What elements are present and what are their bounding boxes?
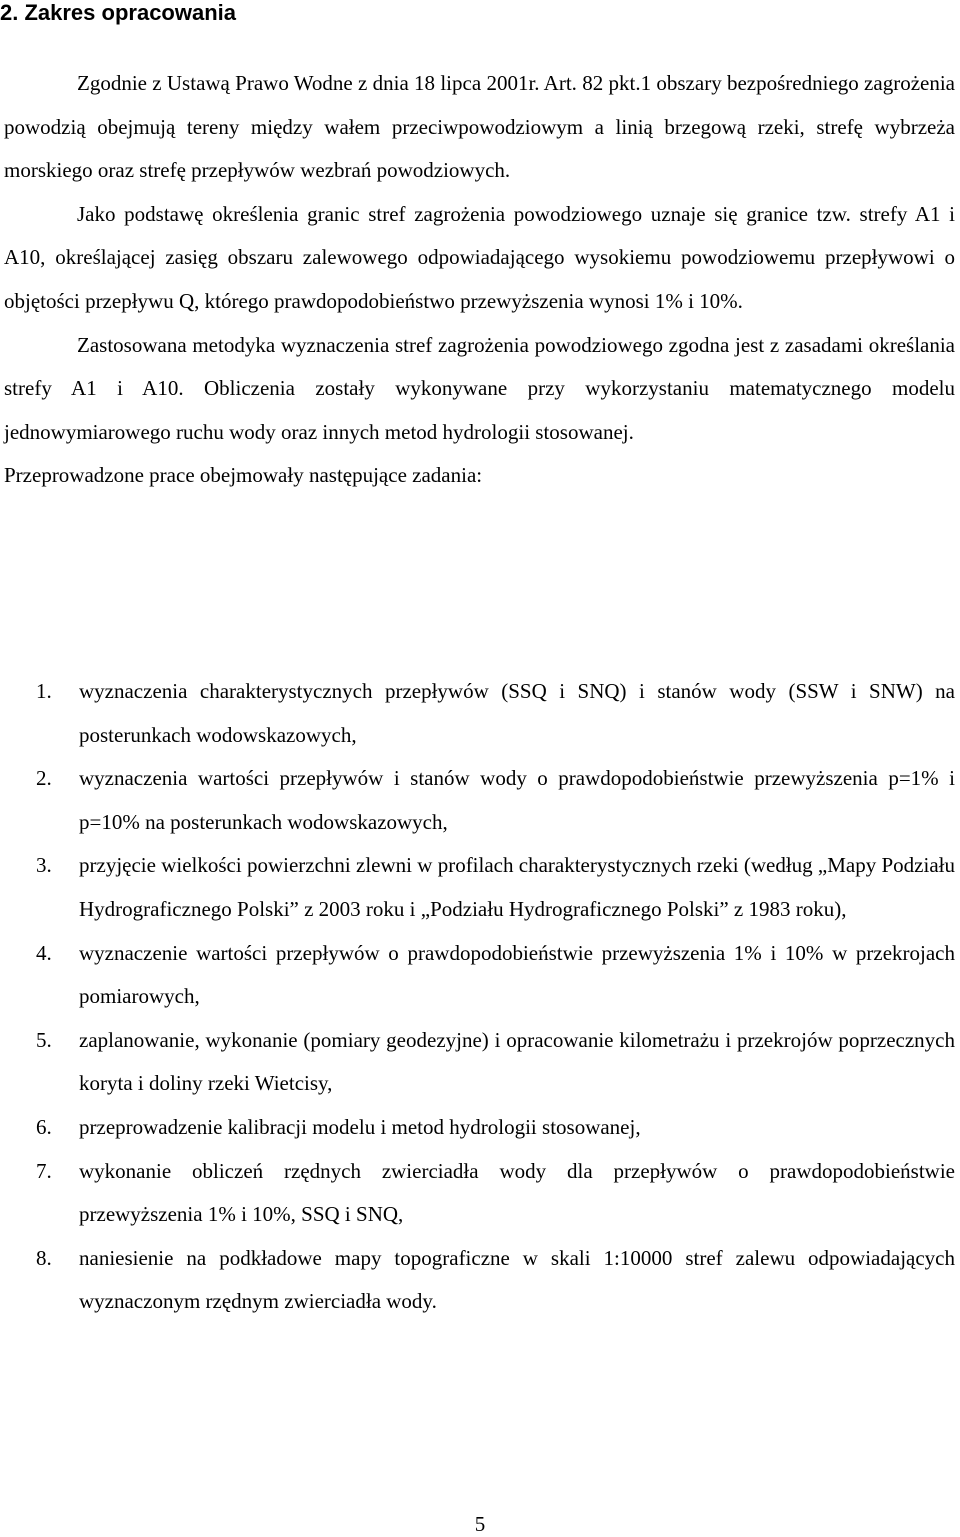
section-heading: 2. Zakres opracowania [0,0,236,25]
list-item-text: zaplanowanie, wykonanie (pomiary geodezyjne) i opracowanie kilometrażu i przekrojów poprzecznych koryta i doliny rzeki Wietcisy, [79,1027,955,1096]
list-item [4,757,955,844]
paragraph-zone-basis: Jako podstawę określenia granic stref zagrożenia powodziowego uznaje się granice tzw. strefy A1 i A10, określającej zasięg obszaru zalewowego odpowiadającego wysokiemu powodziowemu przepływowi o objętości przepływu Q, którego prawdopodobieństwo przewyższenia wynosi 1% i 10%. [4,201,955,313]
section-body [4,62,955,498]
list-item-number: 4. [36,940,52,965]
list-item-number: 8. [36,1245,52,1270]
list-item-text: przyjęcie wielkości powierzchni zlewni w profilach charakterystycznych rzeki (według „Mapy Podziału Hydrograficznego Polski” z 2003 roku i „Podziału Hydrograficznego Polski” z 1983 roku), [79,853,955,921]
list-item-number: 3. [36,853,52,878]
list-item-number: 5. [36,1027,52,1052]
list-item-number: 6. [36,1114,52,1139]
list-item-text: przeprowadzenie kalibracji modelu i metod hydrologii stosowanej, [79,1114,641,1139]
paragraph-tasks-intro: Przeprowadzone prace obejmowały następujące zadania: [4,463,483,488]
paragraph-methodology: Zastosowana metodyka wyznaczenia stref zagrożenia powodziowego zgodna jest z zasadami określania strefy A1 i A10. Obliczenia zostały wykonywane przy wykorzystaniu matematycznego modelu jednowymiarowego ruchu wody oraz innych metod hydrologii stosowanej. [4,332,955,444]
list-item [4,1150,955,1237]
list-item-text: wyznaczenie wartości przepływów o prawdopodobieństwie przewyższenia 1% i 10% w przekrojach pomiarowych, [79,940,955,1009]
list-item [4,1106,955,1150]
list-item [4,844,955,931]
page-number: 5 [474,1512,486,1536]
list-item-number: 1. [36,679,52,703]
list-item-text: wyznaczenia charakterystycznych przepływów (SSQ i SNQ) i stanów wody (SSW i SNW) na posterunkach wodowskazowych, [79,679,955,747]
paragraph-legal-basis: Zgodnie z Ustawą Prawo Wodne z dnia 18 lipca 2001r. Art. 82 pkt.1 obszary bezpośredniego zagrożenia powodzią obejmują tereny między wałem przeciwpowodziowym a linią brzegową rzeki, strefę wybrzeża morskiego oraz strefę przepływów wezbrań powodziowych. [4,71,955,183]
list-item-text: naniesienie na podkładowe mapy topograficzne w skali 1:10000 stref zalewu odpowiadających wyznaczonym rzędnym zwierciadła wody. [79,1245,955,1314]
list-item [4,1237,955,1324]
list-item [4,932,955,1019]
list-item-number: 7. [36,1158,52,1183]
task-list [4,670,955,1324]
list-item [4,1019,955,1106]
list-item-text: wyznaczenia wartości przepływów i stanów wody o prawdopodobieństwie przewyższenia p=1% i p=10% na posterunkach wodowskazowych, [79,766,955,834]
list-item [4,670,955,757]
list-item-text: wykonanie obliczeń rzędnych zwierciadła wody dla przepływów o prawdopodobieństwie przewyższenia 1% i 10%, SSQ i SNQ, [79,1158,955,1227]
list-item-number: 2. [36,766,52,791]
